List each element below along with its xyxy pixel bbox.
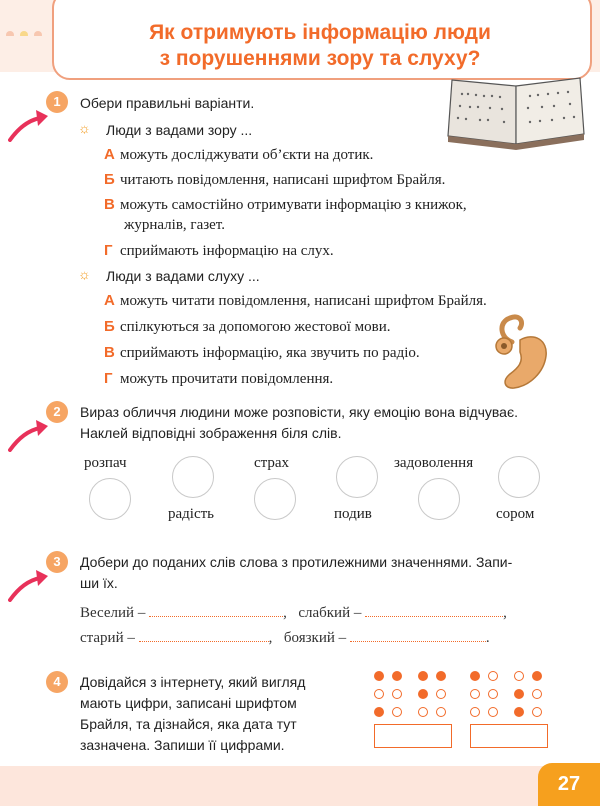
sticker-slot-fear[interactable]	[254, 478, 296, 520]
braille-dot	[436, 707, 446, 717]
braille-dot	[374, 707, 384, 717]
option-text: сприймають інформацію, яка звучить по радіо.	[120, 345, 420, 361]
braille-dot	[514, 707, 524, 717]
option-letter: А	[104, 146, 115, 163]
antonym-word: старий –	[80, 630, 135, 646]
braille-dot	[488, 671, 498, 681]
task-3-number: 3	[46, 551, 68, 573]
sun-bullet-icon: ☼	[78, 266, 91, 282]
vision-option-b[interactable]	[104, 170, 445, 190]
braille-dot	[470, 689, 480, 699]
word-despair: розпач	[84, 455, 127, 471]
option-text: можуть читати повідомлення, написані шрифтом Брайля.	[120, 293, 487, 309]
braille-dot	[418, 671, 428, 681]
antonym-word: Веселий –	[80, 605, 146, 621]
group-vision-lead: Люди з вадами зору ...	[106, 122, 253, 138]
group-hearing-lead: Люди з вадами слуху ...	[106, 268, 260, 284]
braille-dot	[418, 689, 428, 699]
task-4-prompt	[80, 672, 305, 756]
option-letter: В	[104, 344, 115, 361]
braille-dot	[436, 689, 446, 699]
sticker-slot-joy[interactable]	[172, 456, 214, 498]
word-surprise: подив	[334, 506, 372, 522]
braille-dot	[392, 671, 402, 681]
decor-dots-right	[596, 26, 600, 36]
page-title	[60, 20, 580, 72]
braille-dot	[470, 707, 480, 717]
option-text-cont: журналів, газет.	[124, 217, 225, 233]
punctuation: ,	[268, 630, 273, 646]
task-2-arrow-icon	[8, 420, 48, 452]
option-text: можуть прочитати повідомлення.	[120, 371, 334, 387]
task-3-prompt	[80, 552, 512, 594]
punctuation: ,	[503, 605, 507, 621]
title-line-1: Як отримують інформацію люди	[149, 21, 491, 44]
hearing-option-b[interactable]	[104, 317, 391, 337]
braille-dot	[392, 689, 402, 699]
braille-dot	[436, 671, 446, 681]
answer-box-1[interactable]	[374, 724, 452, 748]
braille-dot	[488, 707, 498, 717]
task-4-line: Брайля, та дізнайся, яка дата тут	[80, 716, 297, 732]
braille-dot	[532, 671, 542, 681]
answer-line[interactable]	[350, 627, 486, 642]
braille-dot	[374, 689, 384, 699]
antonym-row-2	[80, 627, 490, 647]
sticker-slot-surprise[interactable]	[336, 456, 378, 498]
sun-bullet-icon: ☼	[78, 120, 91, 136]
braille-dot	[514, 689, 524, 699]
title-line-2: з порушеннями зору та слуху?	[159, 47, 481, 70]
task-1-prompt: Обери правильні варіанти.	[80, 95, 255, 111]
option-text: можуть досліджувати об’єкти на дотик.	[120, 147, 374, 163]
antonym-row-1	[80, 602, 507, 622]
hearing-option-c[interactable]	[104, 343, 420, 363]
option-text: сприймають інформацію на слух.	[120, 243, 334, 259]
task-2-line-1: Вираз обличчя людини може розповісти, яку емоцію вона відчуває.	[80, 404, 519, 420]
word-satisfaction: задоволення	[394, 455, 474, 471]
answer-line[interactable]	[149, 602, 283, 617]
braille-dot	[374, 671, 384, 681]
option-letter: Г	[104, 370, 113, 387]
task-4-line: Довідайся з інтернету, який вигляд	[80, 674, 306, 690]
braille-dot	[488, 689, 498, 699]
braille-dot	[470, 671, 480, 681]
braille-dot	[418, 707, 428, 717]
sticker-slot-despair[interactable]	[89, 478, 131, 520]
answer-box-2[interactable]	[470, 724, 548, 748]
option-letter: В	[104, 196, 115, 213]
antonym-word: слабкий –	[298, 605, 362, 621]
answer-line[interactable]	[139, 627, 269, 642]
hearing-aid-illustration	[490, 312, 556, 392]
option-letter: А	[104, 292, 115, 309]
punctuation: .	[485, 630, 490, 646]
vision-option-d[interactable]	[104, 241, 334, 261]
task-4-line: мають цифри, записані шрифтом	[80, 695, 297, 711]
option-letter: Г	[104, 242, 113, 259]
braille-dot	[392, 707, 402, 717]
task-1-arrow-icon	[8, 110, 48, 142]
hearing-option-d[interactable]	[104, 369, 333, 389]
task-4-line: зазначена. Запиши її цифрами.	[80, 737, 285, 753]
answer-line[interactable]	[365, 602, 503, 617]
option-letter: Б	[104, 171, 115, 188]
braille-dot	[514, 671, 524, 681]
option-text: можуть самостійно отримувати інформацію з книжок,	[120, 197, 467, 213]
page-number: 27	[538, 763, 600, 806]
footer-band	[0, 766, 600, 806]
braille-dot	[532, 689, 542, 699]
braille-book-illustration	[446, 70, 586, 150]
task-4-number: 4	[46, 671, 68, 693]
sticker-slot-shame[interactable]	[498, 456, 540, 498]
decor-dots-left	[6, 26, 50, 36]
sticker-slot-satisfaction[interactable]	[418, 478, 460, 520]
task-1-number: 1	[46, 91, 68, 113]
option-text: читають повідомлення, написані шрифтом Брайля.	[120, 172, 446, 188]
task-2-prompt	[80, 402, 518, 444]
option-letter: Б	[104, 318, 115, 335]
task-3-line-2: ши їх.	[80, 575, 118, 591]
antonym-word: боязкий –	[283, 630, 347, 646]
task-3-arrow-icon	[8, 570, 48, 602]
vision-option-a[interactable]	[104, 145, 373, 165]
task-3-line-1: Добери до поданих слів слова з протилежними значеннями. Запи-	[80, 554, 513, 570]
hearing-option-a[interactable]	[104, 291, 487, 311]
option-text: спілкуються за допомогою жестової мови.	[120, 319, 391, 335]
vision-option-c[interactable]	[104, 195, 467, 235]
word-joy: радість	[168, 506, 215, 522]
task-2-line-2: Наклей відповідні зображення біля слів.	[80, 425, 342, 441]
braille-dot	[532, 707, 542, 717]
word-shame: сором	[496, 506, 535, 522]
task-2-number: 2	[46, 401, 68, 423]
word-fear: страх	[254, 455, 290, 471]
punctuation: ,	[283, 605, 287, 621]
